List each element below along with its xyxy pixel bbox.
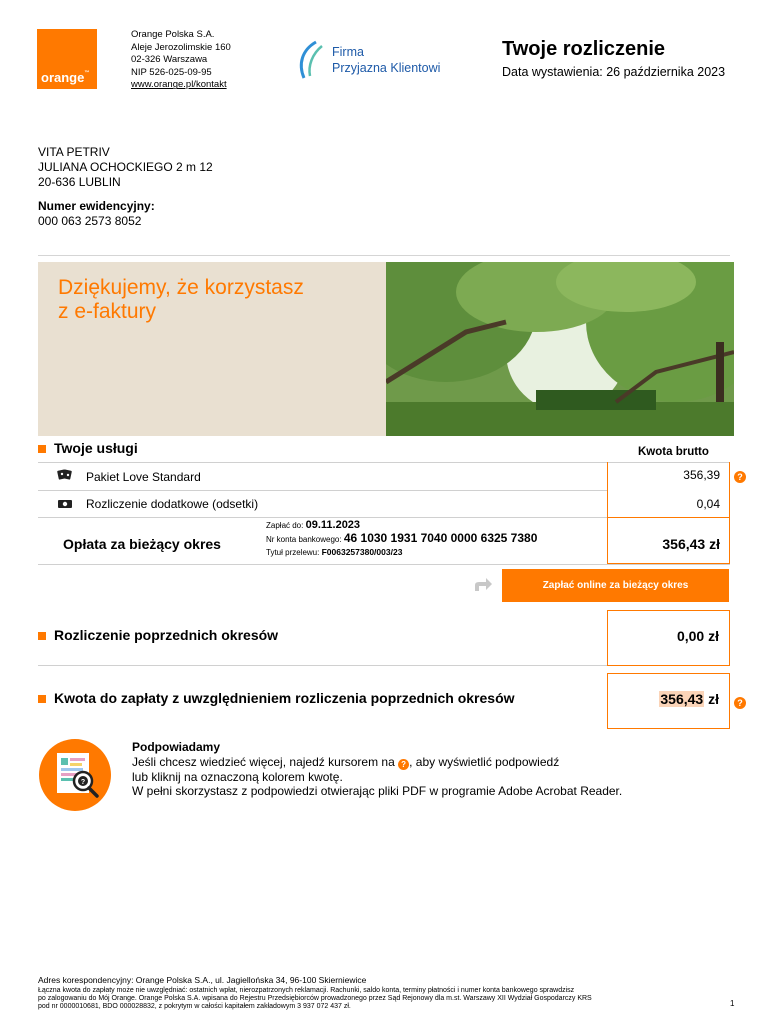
banner-trees-photo	[386, 262, 734, 436]
customer-address	[38, 145, 213, 190]
tips-line3: W pełni skorzystasz z podpowiedzi otwierając pliki PDF w programie Adobe Acrobat Reader.	[132, 784, 623, 798]
company-nip: NIP 526-025-09-95	[131, 66, 212, 78]
tips-illustration	[39, 739, 111, 811]
total-amount-currency: zł	[708, 691, 719, 707]
current-amount-cell[interactable]	[607, 518, 730, 564]
banner-heading	[58, 276, 304, 324]
company-name: Orange Polska S.A.	[131, 29, 215, 40]
current-period-label: Opłata za bieżący okres	[63, 536, 221, 552]
service-item-amount-cell[interactable]	[607, 490, 730, 518]
footer	[38, 975, 718, 1011]
orange-logo	[37, 29, 97, 89]
amount-column-header: Kwota brutto	[638, 446, 709, 458]
company-city: 02-326 Warszawa	[131, 54, 208, 66]
transfer-label: Tytuł przelewu:	[266, 548, 320, 557]
total-label: Kwota do zapłaty z uwzględnieniem rozliczenia poprzednich okresów	[38, 690, 515, 706]
banner-line1: Dziękujemy, że korzystasz	[58, 276, 304, 299]
customer-name: VITA PETRIV	[38, 145, 110, 159]
help-icon: ?	[398, 759, 409, 770]
help-icon[interactable]: ?	[734, 697, 746, 709]
payment-info	[266, 519, 537, 559]
section-bullet	[38, 695, 46, 703]
efaktura-banner	[38, 262, 734, 436]
footer-note: po zalogowaniu do Mój Orange. Orange Polska S.A. wpisana do Rejestru Przedsiębiorców prowadzonego przez Sąd Rejonowy dla m.st. Warszawy XII Wydział Gospodarczy KRS	[38, 995, 592, 1002]
service-item-label: Rozliczenie dodatkowe (odsetki)	[86, 497, 259, 511]
section-bullet	[38, 632, 46, 640]
account-label: Nr konta bankowego:	[266, 535, 342, 544]
tips-line1-b: , aby wyświetlić podpowiedź	[409, 754, 560, 769]
row-divider	[38, 665, 607, 666]
section-bullet	[38, 445, 46, 453]
service-item-amount[interactable]: 356,39	[683, 468, 720, 482]
magnifier-icon	[39, 739, 111, 811]
row-divider	[38, 564, 730, 565]
customer-street: JULIANA OCHOCKIEGO 2 m 12	[38, 160, 213, 174]
row-divider	[38, 517, 607, 518]
service-item-amount-cell[interactable]	[607, 462, 730, 490]
previous-amount-cell[interactable]	[607, 610, 730, 666]
total-amount[interactable]	[659, 691, 719, 707]
banner-line2: z e-faktury	[58, 300, 157, 323]
customer-id-value: 000 063 2573 8052	[38, 214, 142, 228]
money-icon	[57, 497, 73, 515]
customer-id-label: Numer ewidencyjny:	[38, 199, 155, 213]
customer-city: 20-636 LUBLIN	[38, 175, 121, 189]
firma-przyjazna-logo	[296, 40, 456, 80]
current-amount[interactable]: 356,43 zł	[662, 536, 720, 552]
package-icon	[57, 468, 73, 486]
page-title: Twoje rozliczenie	[502, 38, 665, 60]
tips-title: Podpowiadamy	[132, 740, 221, 754]
previous-periods-label: Rozliczenie poprzednich okresów	[38, 627, 278, 643]
firma-line2: Przyjazna Klientowi	[332, 61, 441, 75]
footer-note: Łączna kwota do zapłaty może nie uwzględniać: ostatnich wpłat, nierozpatrzonych reklamacji. Rachunki, saldo konta, terminy płatności i numer konta bankowego sprawdzisz	[38, 987, 575, 994]
row-divider	[38, 490, 607, 491]
account-number: 46 1030 1931 7040 0000 6325 7380	[343, 531, 538, 545]
service-item-label: Pakiet Love Standard	[86, 470, 201, 484]
tips-line1-a: Jeśli chcesz wiedzieć więcej, najedź kursorem na	[132, 754, 395, 769]
company-info	[131, 29, 231, 92]
firma-swoosh-icon	[296, 40, 330, 80]
issue-date: Data wystawienia: 26 października 2023	[502, 65, 726, 79]
title-block	[502, 38, 725, 79]
logo-text: orange™	[41, 70, 90, 85]
company-website-link[interactable]: www.orange.pl/kontakt	[131, 79, 227, 91]
total-amount-cell[interactable]	[607, 673, 730, 729]
company-street: Aleje Jerozolimskie 160	[131, 41, 231, 53]
svg-text:?: ?	[80, 779, 86, 786]
transfer-title: F0063257380/003/23	[321, 547, 403, 557]
footer-address: Adres korespondencyjny: Orange Polska S.A., ul. Jagiellońska 34, 96-100 Skierniewice	[38, 975, 367, 985]
divider	[38, 255, 730, 256]
services-title: Twoje usługi	[38, 440, 138, 456]
arrow-icon	[473, 577, 493, 593]
service-item-amount[interactable]: 0,04	[696, 497, 720, 511]
pay-by-label: Zapłać do:	[266, 521, 304, 530]
tips-line2: lub kliknij na oznaczoną kolorem kwotę.	[132, 769, 343, 784]
help-icon[interactable]: ?	[734, 471, 746, 483]
pay-by-date: 09.11.2023	[305, 519, 361, 531]
tips-text	[132, 740, 622, 799]
page-number: 1	[730, 999, 735, 1008]
previous-amount[interactable]: 0,00 zł	[676, 628, 719, 644]
footer-note: pod nr 0000010681, BDO 000028832, z pokrytym w całości kapitałem zakładowym 3 937 072 437 zł.	[38, 1003, 351, 1010]
total-amount-value[interactable]: 356,43	[660, 691, 704, 707]
pay-online-button[interactable]: Zapłać online za bieżący okres	[502, 569, 729, 602]
firma-line1: Firma	[332, 45, 364, 59]
